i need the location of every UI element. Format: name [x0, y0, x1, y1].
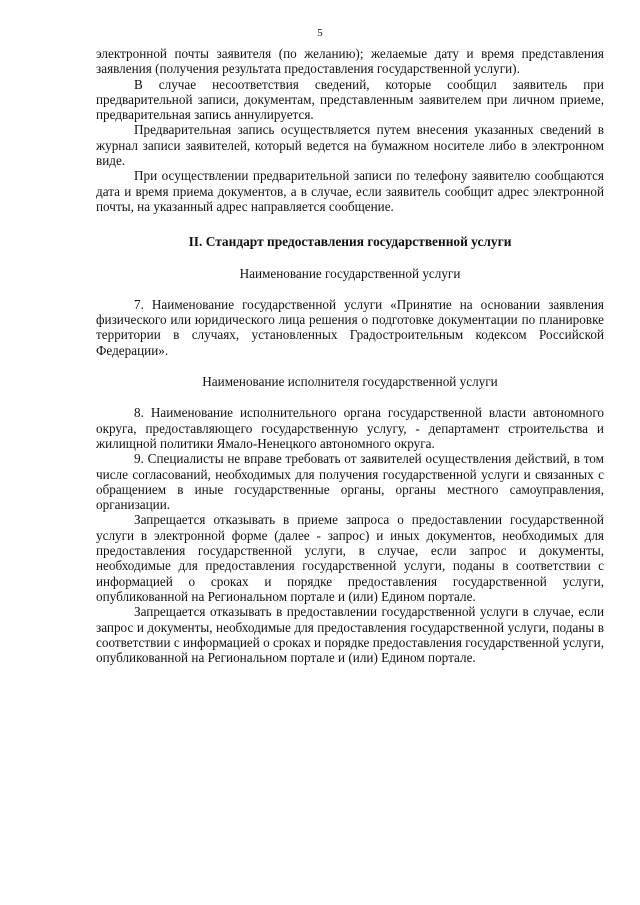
subheading-executor-name: Наименование исполнителя государственной услуги [202, 374, 498, 390]
paragraph-8: 8. Наименование исполнительного органа государственной власти автономного округа, предоставляющего государственную услугу, - департамент строительства и жилищной политики Ямало-Ненецкого автономного округа. [96, 405, 604, 451]
subheading-service-name: Наименование государственной услуги [239, 265, 461, 281]
section-title: II. Стандарт предоставления государственной услуги [188, 234, 512, 250]
paragraph-mismatch: В случае несоответствия сведений, которые сообщил заявитель при предварительной записи, документам, представленным заявителем при личном приеме, предварительная запись аннулируется. [96, 76, 604, 123]
paragraph-prohibition-request: Запрещается отказывать в приеме запроса о предоставлении государственной услуги в электронной форме (далее - запрос) и иных документов, необходимых для предоставления государственной услуги, в случае, если запрос и документы, необходимые для предоставления государственной услуги, поданы в соответствии с информацией о сроках и порядке предоставления государственной услуги, опубликованной на Региональном портале и (или) Едином портале. [96, 512, 604, 604]
paragraph-continuation: электронной почты заявителя (по желанию); желаемые дату и время представления заявления (получения результата предоставления государственной услуги). [96, 46, 604, 77]
paragraph-phone: При осуществлении предварительной записи по телефону заявителю сообщаются дата и время приема документов, а в случае, если заявитель сообщит адрес электронной почты, на указанный адрес направляется сообщение. [96, 168, 604, 214]
paragraph-journal: Предварительная запись осуществляется путем внесения указанных сведений в журнал записи заявителей, который ведется на бумажном носителе либо в электронном виде. [96, 122, 604, 169]
page-number: 5 [317, 27, 323, 39]
document-body [96, 46, 604, 665]
paragraph-7: 7. Наименование государственной услуги «Принятие на основании заявления физического или юридического лица решения о подготовке документации по планировке территории в случаях, установленных Градостроительным кодексом Российской Федерации». [96, 296, 604, 358]
paragraph-9: 9. Специалисты не вправе требовать от заявителей осуществления действий, в том числе согласований, необходимых для получения государственной услуги и связанных с обращением в иные государственные органы, органы местного самоуправления, организации. [96, 451, 604, 513]
paragraph-prohibition-service: Запрещается отказывать в предоставлении государственной услуги в случае, если запрос и документы, необходимые для предоставления государственной услуги, поданы в соответствии с информацией о сроках и порядке предоставления государственной услуги, опубликованной на Региональном портале и (или) Едином портале. [96, 604, 604, 666]
